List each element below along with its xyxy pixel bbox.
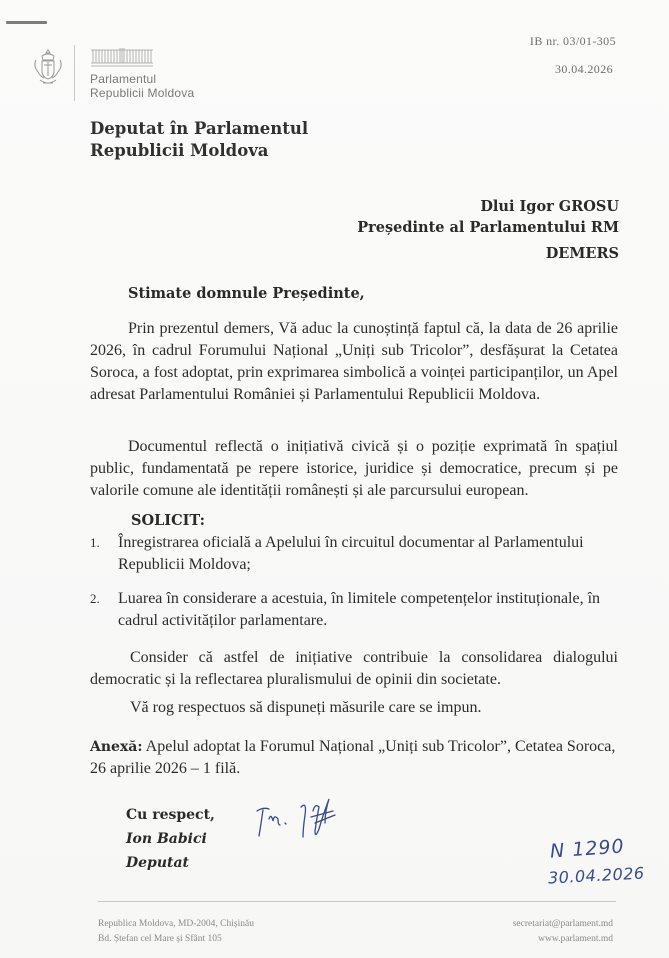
sender-heading: [90, 118, 308, 162]
request-item-text: Luarea în considerare a acestuia, în limitele competențelor instituționale, în cadrul activităților parlamentare.: [118, 590, 601, 629]
annex-text: Apelul adoptat la Forumul Național „Uniți sub Tricolor”, Cetatea Soroca, 26 aprilie 2026 – 1 filă.: [90, 738, 616, 777]
request-list: [90, 532, 620, 644]
footer-website: www.parlament.md: [538, 934, 613, 944]
sender-line2: Republicii Moldova: [90, 141, 269, 160]
annex-label: Anexă:: [90, 739, 143, 755]
annex: [90, 736, 630, 780]
body-paragraph: Documentul reflectă o inițiativă civică și o poziție exprimată în spațiul public, fundamentată pe repere istorice, juridice și democratice, precum și pe valorile comune ale identității românești și ale parcursului european.: [90, 438, 618, 499]
reference-date: 30.04.2026: [555, 62, 613, 76]
footer-contacts: [513, 917, 613, 947]
letterhead-divider: [74, 45, 75, 101]
signoff-block: [126, 803, 215, 875]
registration-date: 30.04.2026: [547, 863, 646, 888]
handwritten-signature-icon: [255, 793, 365, 853]
closing-paragraph: Consider că astfel de inițiative contribuie la consolidarea dialogului democratic și la reflectarea pluralismului de opinii din societate.: [90, 649, 618, 688]
request-heading: SOLICIT:: [131, 512, 206, 529]
recipient-name: Dlui Igor GROSU: [480, 198, 619, 215]
footer-address-line1: Republica Moldova, MD-2004, Chișinău: [98, 919, 254, 929]
parliament-building-icon: [90, 46, 154, 68]
footer-email: secretariat@parlament.md: [512, 919, 613, 929]
footer-divider: [98, 901, 616, 902]
recipient-block: [357, 196, 619, 238]
sender-line1: Deputat în Parlamentul: [90, 119, 309, 138]
request-item-number: 1.: [90, 535, 100, 550]
reference-number: IB nr. 03/01-305: [529, 34, 616, 48]
registration-stamp: [547, 835, 669, 904]
recipient-title: Președinte al Parlamentului RM: [357, 219, 619, 236]
document-type: DEMERS: [545, 245, 619, 262]
scan-mark: [6, 21, 47, 24]
request-item-number: 2.: [90, 591, 100, 606]
closing-paragraph: Vă rog respectuos să dispuneți măsurile care se impun.: [130, 699, 482, 716]
registration-number: N 1290: [549, 835, 626, 863]
request-item: [90, 532, 620, 576]
salutation: Stimate domnule Președinte,: [128, 285, 365, 302]
org-name-line1: Parlamentul: [90, 72, 157, 86]
organization-name: [90, 72, 194, 100]
request-item-text: Înregistrarea oficială a Apelului în circuitul documentar al Parlamentului Republicii Moldova;: [118, 534, 584, 573]
signoff-title: Deputat: [126, 855, 190, 871]
org-name-line2: Republicii Moldova: [90, 86, 195, 100]
footer-address-line2: Bd. Ștefan cel Mare și Sfânt 105: [98, 934, 222, 944]
signoff-closing: Cu respect,: [126, 807, 215, 823]
request-item: [90, 588, 620, 632]
body-paragraph: Prin prezentul demers, Vă aduc la cunoștință faptul că, la data de 26 aprilie 2026, în cadrul Forumului Național „Uniți sub Tricolor”, desfășurat la Cetatea Soroca, a fost adoptat, prin exprimarea simbolică a voinței participanților, un Apel adresat Parlamentului României și Parlamentului Republicii Moldova.: [90, 320, 618, 403]
moldova-coat-of-arms-icon: [32, 48, 64, 88]
footer-address: [98, 917, 254, 947]
signoff-name: Ion Babici: [126, 831, 207, 847]
